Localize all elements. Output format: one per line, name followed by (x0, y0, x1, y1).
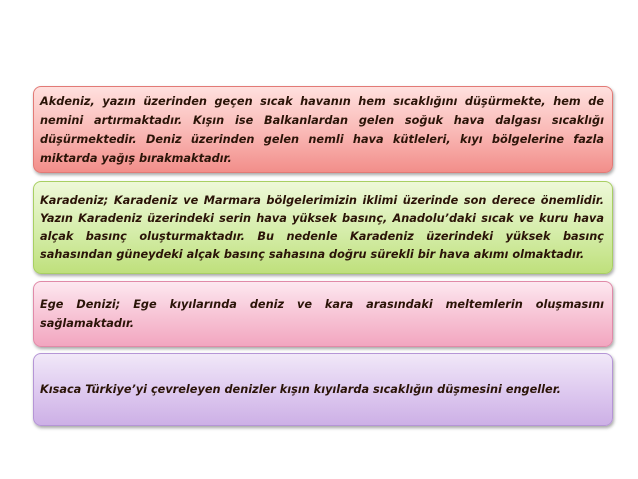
ege-paragraph: Ege Denizi; Ege kıyılarında deniz ve kara arasındaki meltemlerin oluşmasını sağlamaktadır. (40, 298, 604, 330)
summary-paragraph: Kısaca Türkiye’yi çevreleyen denizler kışın kıyılarda sıcaklığın düşmesini engeller. (40, 383, 561, 396)
karadeniz-text-box (33, 181, 613, 274)
akdeniz-paragraph: Akdeniz, yazın üzerinden geçen sıcak havanın hem sıcaklığını düşürmekte, hem de nemini artırmaktadır. Kışın ise Balkanlardan gelen soğuk hava dalgası sıcaklığı düşürmektedir. Deniz üzerinden gelen nemli hava kütleleri, kıyı bölgelerine fazla miktarda yağış bırakmaktadır. (40, 94, 604, 165)
akdeniz-text-box (33, 86, 613, 173)
summary-text-box (33, 353, 613, 426)
karadeniz-paragraph: Karadeniz; Karadeniz ve Marmara bölgelerimizin iklimi üzerinde son derece önemlidir. Yazın Karadeniz üzerindeki serin hava yüksek basınç, Anadolu’daki sıcak ve kuru hava alçak basınç oluşturmaktadır. Bu nedenle Karadeniz üzerindeki yüksek basınç sahasından güneydeki alçak basınç sahasına doğru sürekli bir hava akımı olmaktadır. (40, 193, 604, 261)
ege-text-box (33, 281, 613, 347)
